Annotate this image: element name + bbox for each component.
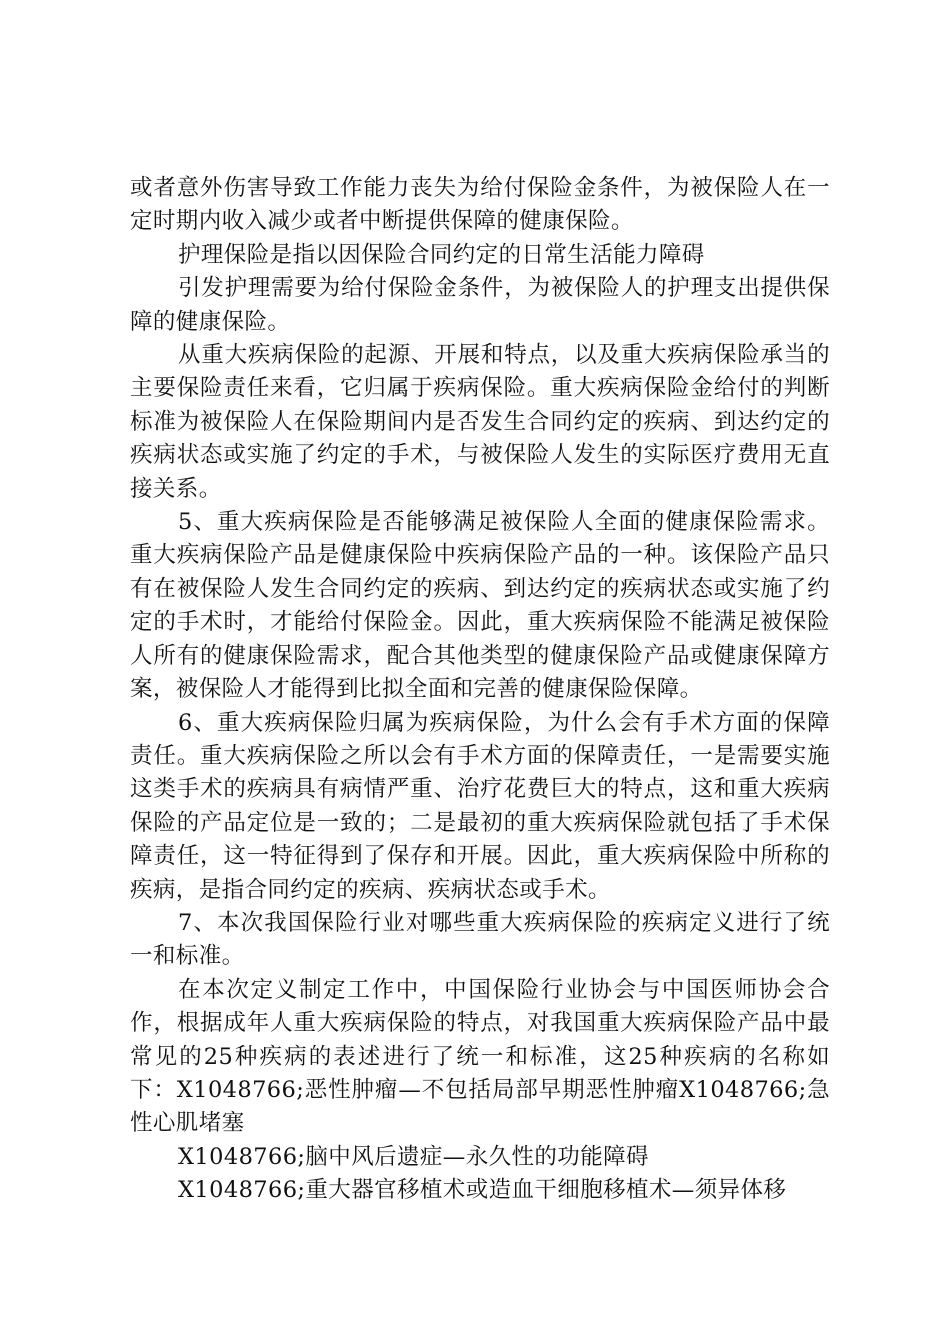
paragraph-point-5: 5、重大疾病保险是否能够满足被保险人全面的健康保险需求。重大疾病保险产品是健康保险中疾病保险产品的一种。该保险产品只有在被保险人发生合同约定的疾病、到达约定的疾病状态或实施了约定的手术时，才能给付保险金。因此，重大疾病保险不能满足被保险人所有的健康保险需求，配合其他类型的健康保险产品或健康保障方案，被保险人才能得到比拟全面和完善的健康保险保障。	[130, 509, 830, 703]
document-page	[130, 172, 830, 1208]
paragraph-income-protection-end: 或者意外伤害导致工作能力丧失为给付保险金条件，为被保险人在一定时期内收入减少或者中断提供保障的健康保险。	[130, 175, 830, 235]
paragraph-critical-illness-category: 从重大疾病保险的起源、开展和特点，以及重大疾病保险承当的主要保险责任来看，它归属于疾病保险。重大疾病保险金给付的判断标准为被保险人在保险期间内是否发生合同约定的疾病、到达约定的疾病状态或实施了约定的手术，与被保险人发生的实际医疗费用无直接关系。	[130, 342, 830, 502]
paragraph-point-6: 6、重大疾病保险归属为疾病保险，为什么会有手术方面的保障责任。重大疾病保险之所以会有手术方面的保障责任，一是需要实施这类手术的疾病具有病情严重、治疗花费巨大的特点，这和重大疾病保险的产品定位是一致的；二是最初的重大疾病保险就包括了手术保障责任，这一特征得到了保存和开展。因此，重大疾病保险中所称的疾病，是指合同约定的疾病、疾病状态或手术。	[130, 709, 830, 903]
paragraph-disease-transplant: X1048766;重大器官移植术或造血干细胞移植术—须异体移	[178, 1177, 787, 1204]
paragraph-point-7: 7、本次我国保险行业对哪些重大疾病保险的疾病定义进行了统一和标准。	[130, 909, 830, 970]
paragraph-nursing-insurance: 护理保险是指以因保险合同约定的日常生活能力障碍	[178, 241, 705, 268]
paragraph-definition-work: 在本次定义制定工作中，中国保险行业协会与中国医师协会合作，根据成年人重大疾病保险的特点，对我国重大疾病保险产品中最常见的25种疾病的表述进行了统一和标准，这25种疾病的名称如下：X1048766;恶性肿瘤—不包括局部早期恶性肿瘤X1048766;急性心肌堵塞	[130, 976, 830, 1137]
paragraph-nursing-insurance-cont: 引发护理需要为给付保险金条件，为被保险人的护理支出提供保障的健康保险。	[130, 275, 830, 335]
paragraph-disease-stroke: X1048766;脑中风后遗症—永久性的功能障碍	[178, 1143, 649, 1170]
